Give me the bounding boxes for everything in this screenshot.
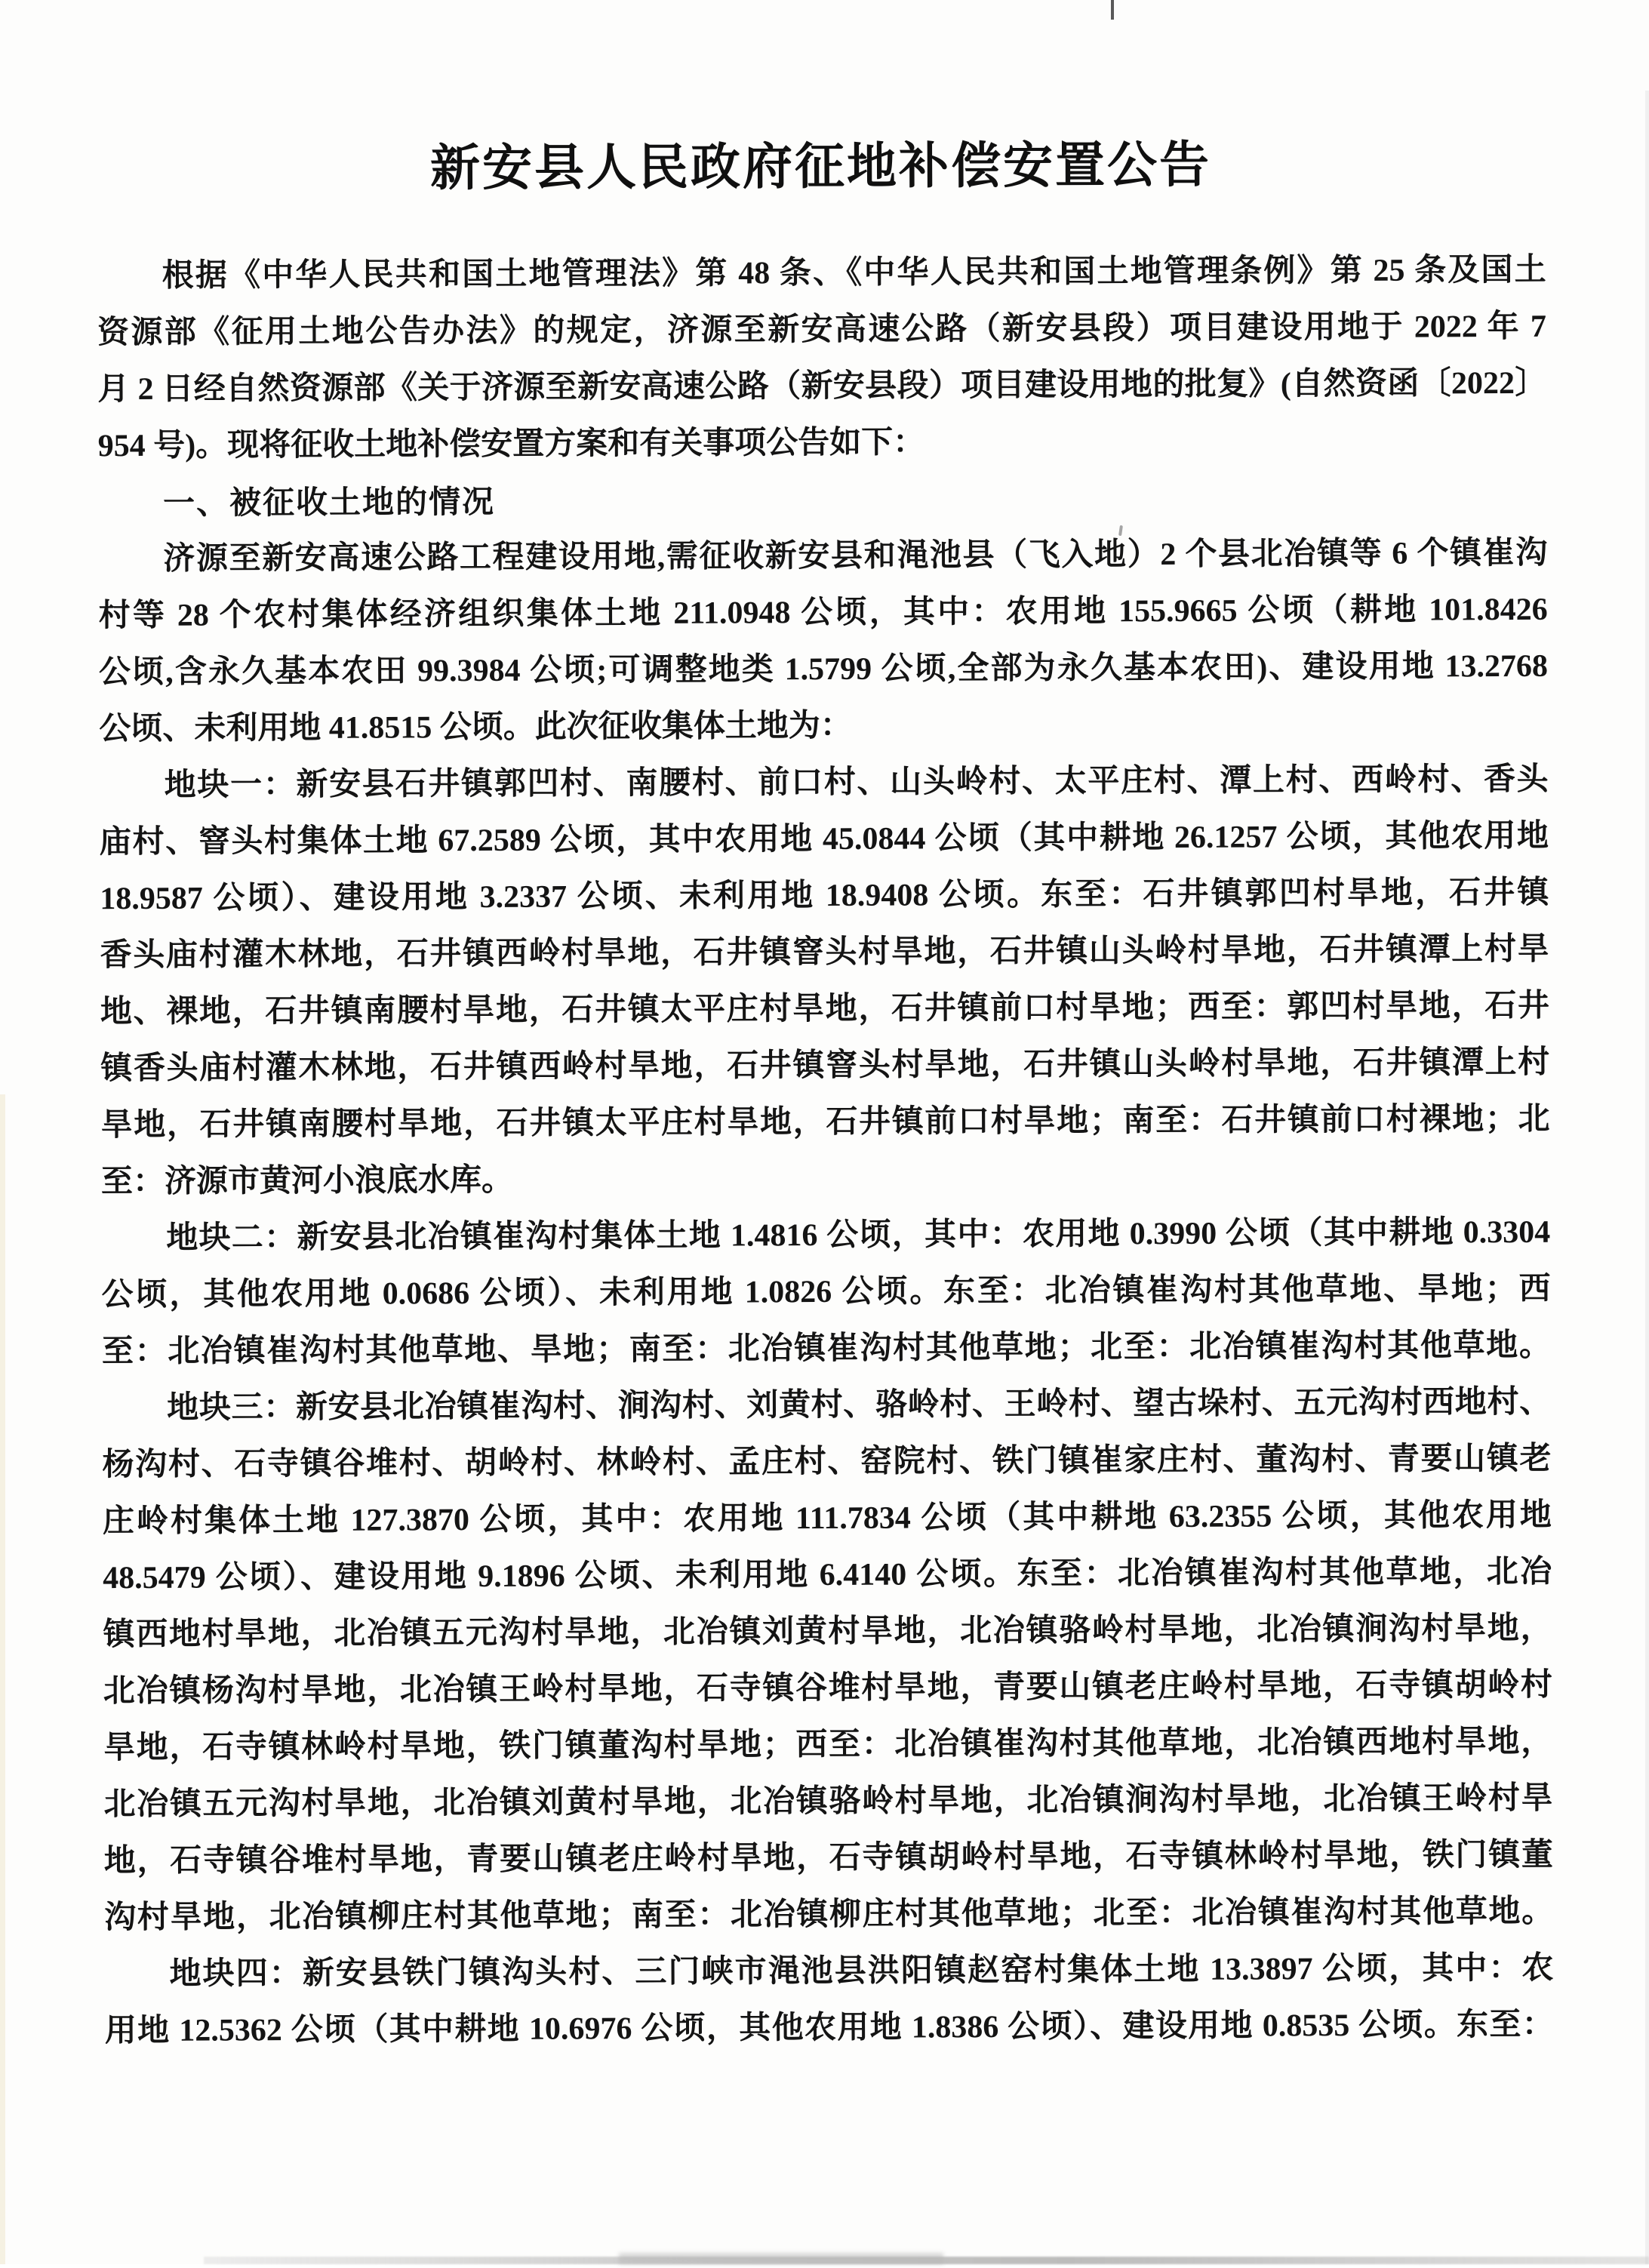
document-line: 杨沟村、石寺镇谷堆村、胡岭村、林岭村、孟庄村、窑院村、铁门镇崔家庄村、董沟村、青要山镇老 bbox=[102, 1441, 1552, 1483]
document-line: 北冶镇五元沟村旱地，北冶镇刘黄村旱地，北冶镇骆岭村旱地，北冶镇涧沟村旱地，北冶镇王岭村旱 bbox=[103, 1780, 1553, 1823]
scan-edge-bottom-smudge bbox=[619, 2253, 943, 2264]
document-line: 济源至新安高速公路工程建设用地,需征收新安县和渑池县（飞入地）2 个县北冶镇等 6 个镇崔沟 bbox=[163, 535, 1548, 577]
document-line: 地块一：新安县石井镇郭凹村、南腰村、前口村、山头岭村、太平庄村、潭上村、西岭村、香头 bbox=[164, 762, 1549, 803]
document-line: 地块四：新安县铁门镇沟头村、三门峡市渑池县洪阳镇赵窑村集体土地 13.3897 公顷，其中：农 bbox=[169, 1950, 1554, 1992]
section-heading: 一、被征收土地的情况 bbox=[162, 483, 496, 521]
document-line: 公顷,含永久基本农田 99.3984 公顷;可调整地类 1.5799 公顷,全部为永久基本农田)、建设用地 13.2768 bbox=[98, 648, 1549, 691]
document-line: 村等 28 个农村集体经济组织集体土地 211.0948 公顷，其中：农用地 155.9665 公顷（耕地 101.8426 bbox=[98, 592, 1548, 634]
document-line: 地块三：新安县北冶镇崔沟村、涧沟村、刘黄村、骆岭村、王岭村、望古垛村、五元沟村西地村、 bbox=[167, 1384, 1552, 1426]
document-line: 地，石寺镇谷堆村旱地，青要山镇老庄岭村旱地，石寺镇胡岭村旱地，石寺镇林岭村旱地，铁门镇董 bbox=[103, 1837, 1553, 1879]
document-line: 公顷，其他农用地 0.0686 公顷）、未利用地 1.0826 公顷。东至：北冶镇崔沟村其他草地、旱地；西 bbox=[101, 1271, 1551, 1313]
document-line: 资源部《征用土地公告办法》的规定，济源至新安高速公路（新安县段）项目建设用地于 2022 年 7 bbox=[97, 309, 1547, 351]
scan-artifact-top-tick bbox=[1111, 0, 1114, 20]
document-line: 香头庙村灌木林地，石井镇西岭村旱地，石井镇窨头村旱地，石井镇山头岭村旱地，石井镇潭上村旱 bbox=[100, 931, 1549, 974]
document-line: 根据《中华人民共和国土地管理法》第 48 条、《中华人民共和国土地管理条例》第 25 条及国土 bbox=[162, 252, 1546, 294]
document-line: 镇西地村旱地，北冶镇五元沟村旱地，北冶镇刘黄村旱地，北冶镇骆岭村旱地，北冶镇涧沟村旱地， bbox=[103, 1611, 1552, 1653]
document-line: 旱地，石井镇南腰村旱地，石井镇太平庄村旱地，石井镇前口村旱地；南至：石井镇前口村裸地；北 bbox=[100, 1101, 1550, 1143]
document-line: 用地 12.5362 公顷（其中耕地 10.6976 公顷，其他农用地 1.8386 公顷）、建设用地 0.8535 公顷。东至： bbox=[104, 2007, 1554, 2049]
document-line: 地块二：新安县北冶镇崔沟村集体土地 1.4816 公顷，其中：农用地 0.3990 公顷（其中耕地 0.3304 bbox=[166, 1214, 1551, 1256]
document-line: 沟村旱地，北冶镇柳庄村其他草地；南至：北冶镇柳庄村其他草地；北至：北冶镇崔沟村其他草地。 bbox=[104, 1894, 1554, 1936]
document-line: 954 号)。现将征收土地补偿安置方案和有关事项公告如下： bbox=[97, 425, 925, 464]
document-line: 公顷、未利用地 41.8515 公顷。此次征收集体土地为： bbox=[99, 708, 852, 747]
document-line: 地、裸地，石井镇南腰村旱地，石井镇太平庄村旱地，石井镇前口村旱地；西至：郭凹村旱地，石井 bbox=[100, 988, 1550, 1030]
scan-edge-right bbox=[1645, 91, 1649, 2264]
document-line: 旱地，石寺镇林岭村旱地，铁门镇董沟村旱地；西至：北冶镇崔沟村其他草地，北冶镇西地村旱地， bbox=[103, 1724, 1553, 1766]
document-line: 至：北冶镇崔沟村其他草地、旱地；南至：北冶镇崔沟村其他草地；北至：北冶镇崔沟村其他草地。 bbox=[101, 1328, 1551, 1370]
document-line: 北冶镇杨沟村旱地，北冶镇王岭村旱地，石寺镇谷堆村旱地，青要山镇老庄岭村旱地，石寺镇胡岭村 bbox=[103, 1667, 1552, 1709]
document-line: 18.9587 公顷）、建设用地 3.2337 公顷、未利用地 18.9408 公顷。东至：石井镇郭凹村旱地，石井镇 bbox=[100, 875, 1549, 917]
document-line: 月 2 日经自然资源部《关于济源至新安高速公路（新安县段）项目建设用地的批复》(自然资函〔2022〕 bbox=[97, 365, 1547, 408]
document-line: 至：济源市黄河小浪底水库。 bbox=[100, 1162, 514, 1200]
document-line: 庙村、窨头村集体土地 67.2589 公顷，其中农用地 45.0844 公顷（其中耕地 26.1257 公顷，其他农用地 bbox=[99, 818, 1549, 860]
document-title: 新安县人民政府征地补偿安置公告 bbox=[429, 137, 1212, 197]
document-line: 庄岭村集体土地 127.3870 公顷，其中：农用地 111.7834 公顷（其中耕地 63.2355 公顷，其他农用地 bbox=[102, 1497, 1552, 1540]
document-body bbox=[97, 242, 1554, 2060]
scan-edge-left bbox=[0, 1094, 5, 2264]
document-line: 镇香头庙村灌木林地，石井镇西岭村旱地，石井镇窨头村旱地，石井镇山头岭村旱地，石井镇潭上村 bbox=[100, 1045, 1550, 1087]
document-line: 48.5479 公顷）、建设用地 9.1896 公顷、未利用地 6.4140 公顷。东至：北冶镇崔沟村其他草地，北冶 bbox=[103, 1554, 1552, 1596]
